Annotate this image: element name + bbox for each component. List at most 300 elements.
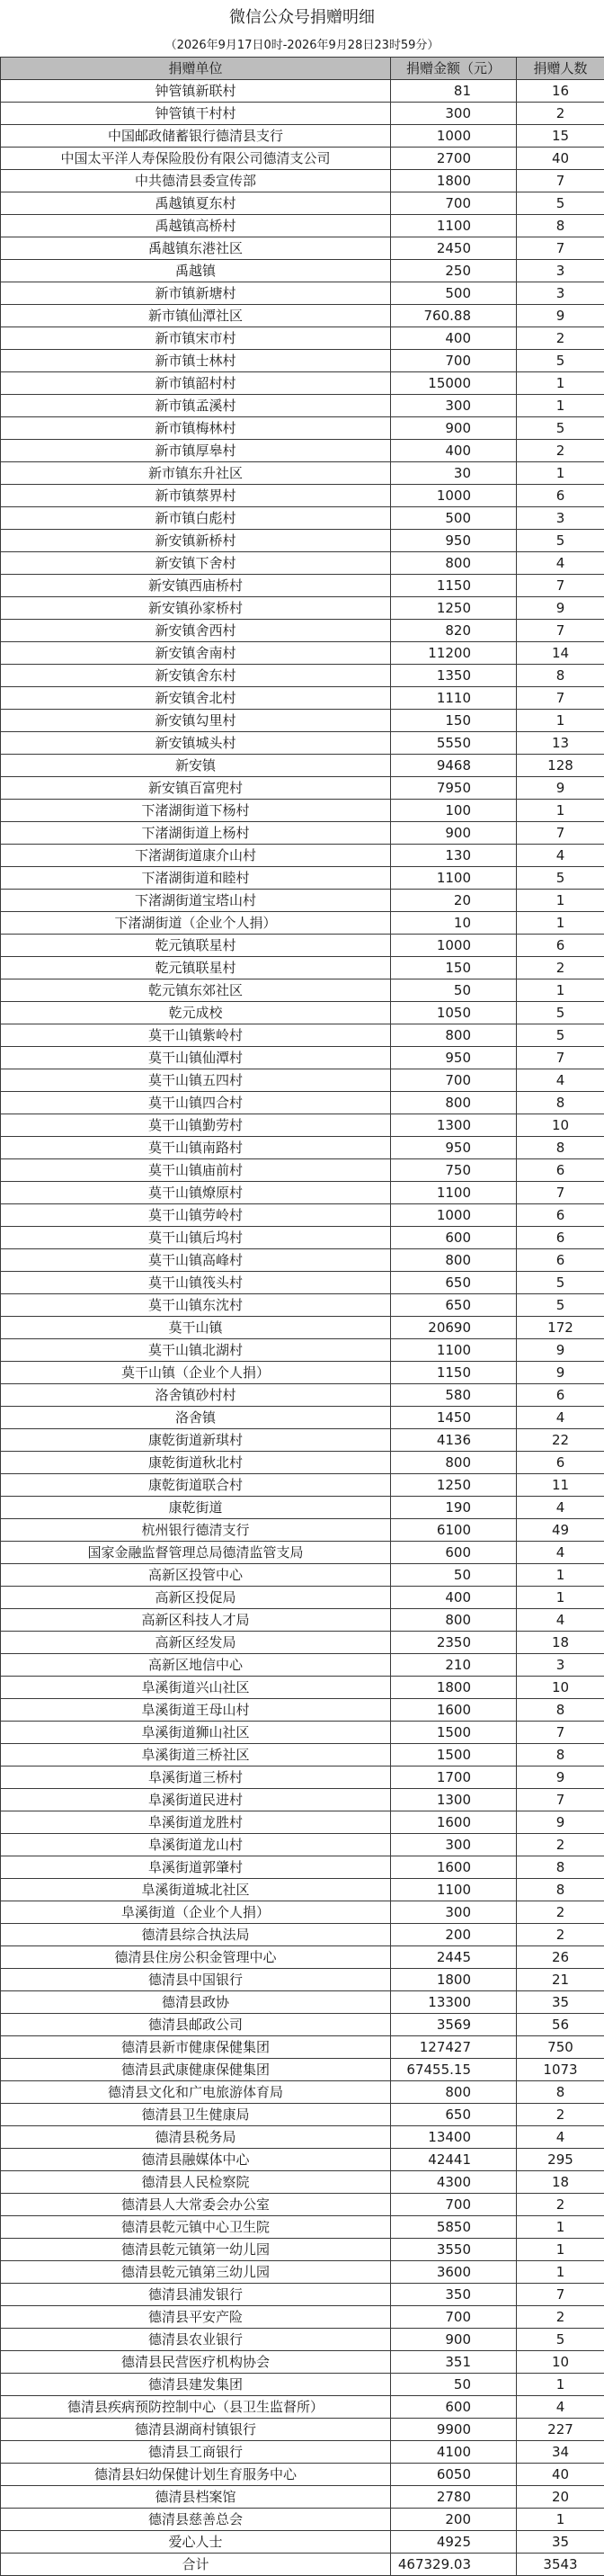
table-row (1, 1924, 604, 1946)
donor-cell: 德清县档案馆 (1, 2486, 391, 2509)
count-cell: 1 (517, 2261, 604, 2284)
count-cell: 4 (517, 1542, 604, 1564)
donor-cell: 康乾街道 (1, 1497, 391, 1519)
table-row (1, 282, 604, 305)
amount-cell: 300 (391, 395, 517, 417)
table-row (1, 2374, 604, 2396)
donor-cell: 新市镇仙潭社区 (1, 305, 391, 327)
donor-cell: 新市镇厚皋村 (1, 440, 391, 462)
amount-cell: 800 (391, 2081, 517, 2104)
table-row (1, 2284, 604, 2306)
header-row (1, 58, 604, 80)
table-row (1, 665, 604, 687)
donor-cell: 新市镇梅林村 (1, 417, 391, 440)
amount-cell: 1300 (391, 1789, 517, 1811)
amount-cell: 1250 (391, 1474, 517, 1497)
table-row (1, 2261, 604, 2284)
table-row (1, 642, 604, 665)
table-row (1, 2081, 604, 2104)
amount-cell: 700 (391, 2194, 517, 2216)
donor-cell: 新安镇 (1, 755, 391, 777)
amount-cell: 1800 (391, 170, 517, 192)
count-cell: 227 (517, 2419, 604, 2441)
amount-cell: 4925 (391, 2531, 517, 2554)
count-cell: 3 (517, 282, 604, 305)
count-cell: 8 (517, 1856, 604, 1879)
amount-cell: 4300 (391, 2171, 517, 2194)
count-cell: 7 (517, 1182, 604, 1204)
donor-cell: 阜溪街道三桥社区 (1, 1744, 391, 1767)
amount-cell: 6050 (391, 2464, 517, 2486)
amount-cell: 350 (391, 2284, 517, 2306)
table-row (1, 1452, 604, 1474)
donor-cell: 阜溪街道民进村 (1, 1789, 391, 1811)
amount-cell: 150 (391, 710, 517, 732)
amount-cell: 400 (391, 1587, 517, 1609)
donor-cell: 禹越镇高桥村 (1, 215, 391, 237)
donation-table (0, 57, 604, 2576)
count-cell: 8 (517, 1879, 604, 1901)
donor-cell: 新市镇东升社区 (1, 462, 391, 485)
amount-cell: 1100 (391, 1182, 517, 1204)
donor-cell: 德清县人民检察院 (1, 2171, 391, 2194)
table-row (1, 1767, 604, 1789)
amount-cell: 600 (391, 2396, 517, 2419)
amount-cell: 200 (391, 1924, 517, 1946)
header-count: 捐赠人数 (517, 58, 604, 80)
header-donor: 捐赠单位 (1, 58, 391, 80)
amount-cell: 4100 (391, 2441, 517, 2464)
donor-cell: 德清县中国银行 (1, 1969, 391, 1991)
count-cell: 4 (517, 2396, 604, 2419)
amount-cell: 800 (391, 1609, 517, 1632)
amount-cell: 3600 (391, 2261, 517, 2284)
table-row (1, 1024, 604, 1047)
donor-cell: 新市镇士林村 (1, 350, 391, 372)
donor-cell: 新市镇新塘村 (1, 282, 391, 305)
donor-cell: 洛舍镇砂村村 (1, 1384, 391, 1407)
amount-cell: 1600 (391, 1699, 517, 1722)
donor-cell: 德清县慈善总会 (1, 2509, 391, 2531)
page-subtitle: （2026年9月17日0时-2026年9月28日23时59分） (0, 35, 604, 57)
table-row (1, 2441, 604, 2464)
count-cell: 2 (517, 440, 604, 462)
table-row (1, 845, 604, 867)
amount-cell: 351 (391, 2351, 517, 2374)
table-row (1, 1294, 604, 1317)
donor-cell: 德清县平安产险 (1, 2306, 391, 2329)
table-row (1, 2059, 604, 2081)
count-cell: 7 (517, 237, 604, 260)
count-cell: 4 (517, 552, 604, 575)
count-cell: 6 (517, 935, 604, 957)
count-cell: 8 (517, 1092, 604, 1114)
donor-cell: 新安镇孙家桥村 (1, 597, 391, 620)
table-row (1, 1272, 604, 1294)
amount-cell: 900 (391, 2329, 517, 2351)
count-cell: 56 (517, 2014, 604, 2036)
table-row (1, 350, 604, 372)
table-row (1, 462, 604, 485)
count-cell: 1073 (517, 2059, 604, 2081)
amount-cell: 3550 (391, 2239, 517, 2261)
donor-cell: 中国太平洋人寿保险股份有限公司德清支公司 (1, 148, 391, 170)
amount-cell: 1150 (391, 575, 517, 597)
amount-cell: 127427 (391, 2036, 517, 2059)
count-cell: 1 (517, 1564, 604, 1587)
donor-cell: 新安镇舍南村 (1, 642, 391, 665)
amount-cell: 1100 (391, 1879, 517, 1901)
donor-cell: 德清县武康健康保健集团 (1, 2059, 391, 2081)
amount-cell: 130 (391, 845, 517, 867)
amount-cell: 6100 (391, 1519, 517, 1542)
amount-cell: 1250 (391, 597, 517, 620)
donor-cell: 中共德清县委宣传部 (1, 170, 391, 192)
donor-cell: 德清县卫生健康局 (1, 2104, 391, 2126)
amount-cell: 1600 (391, 1856, 517, 1879)
amount-cell: 1100 (391, 1339, 517, 1362)
amount-cell: 1600 (391, 1811, 517, 1834)
table-body (1, 80, 604, 2554)
donor-cell: 新市镇蔡界村 (1, 485, 391, 507)
donor-cell: 莫干山镇高峰村 (1, 1249, 391, 1272)
count-cell: 1 (517, 372, 604, 395)
table-row (1, 148, 604, 170)
donor-cell: 莫干山镇紫岭村 (1, 1024, 391, 1047)
amount-cell: 210 (391, 1654, 517, 1677)
table-row (1, 1204, 604, 1227)
table-row (1, 103, 604, 125)
donor-cell: 阜溪街道狮山社区 (1, 1722, 391, 1744)
donor-cell: 新市镇白彪村 (1, 507, 391, 530)
donor-cell: 莫干山镇 (1, 1317, 391, 1339)
amount-cell: 5850 (391, 2216, 517, 2239)
count-cell: 1 (517, 710, 604, 732)
table-row (1, 1699, 604, 1722)
total-row (1, 2554, 604, 2576)
table-row (1, 1497, 604, 1519)
donor-cell: 阜溪街道龙山村 (1, 1834, 391, 1856)
count-cell: 6 (517, 1204, 604, 1227)
count-cell: 2 (517, 2104, 604, 2126)
count-cell: 9 (517, 1362, 604, 1384)
donor-cell: 下渚湖街道康介山村 (1, 845, 391, 867)
amount-cell: 1150 (391, 1362, 517, 1384)
donor-cell: 德清县工商银行 (1, 2441, 391, 2464)
donor-cell: 德清县妇幼保健计划生育服务中心 (1, 2464, 391, 2486)
amount-cell: 1500 (391, 1722, 517, 1744)
count-cell: 9 (517, 1339, 604, 1362)
amount-cell: 800 (391, 1092, 517, 1114)
amount-cell: 500 (391, 507, 517, 530)
table-row (1, 1856, 604, 1879)
donor-cell: 阜溪街道兴山社区 (1, 1677, 391, 1699)
donor-cell: 德清县邮政公司 (1, 2014, 391, 2036)
count-cell: 40 (517, 2464, 604, 2486)
donor-cell: 新安镇新桥村 (1, 530, 391, 552)
table-row (1, 710, 604, 732)
donor-cell: 下渚湖街道下杨村 (1, 800, 391, 822)
count-cell: 128 (517, 755, 604, 777)
table-row (1, 732, 604, 755)
amount-cell: 700 (391, 192, 517, 215)
count-cell: 7 (517, 575, 604, 597)
donor-cell: 新安镇城头村 (1, 732, 391, 755)
table-row (1, 777, 604, 800)
table-row (1, 1991, 604, 2014)
amount-cell: 650 (391, 1294, 517, 1317)
amount-cell: 700 (391, 2306, 517, 2329)
amount-cell: 10 (391, 912, 517, 935)
count-cell: 10 (517, 2351, 604, 2374)
amount-cell: 1500 (391, 1744, 517, 1767)
count-cell: 750 (517, 2036, 604, 2059)
table-row (1, 1182, 604, 1204)
amount-cell: 1800 (391, 1677, 517, 1699)
total-label: 合计 (1, 2554, 391, 2576)
amount-cell: 950 (391, 1047, 517, 1069)
count-cell: 9 (517, 777, 604, 800)
donor-cell: 莫干山镇庙前村 (1, 1159, 391, 1182)
donor-cell: 康乾街道联合村 (1, 1474, 391, 1497)
amount-cell: 2450 (391, 237, 517, 260)
count-cell: 4 (517, 845, 604, 867)
count-cell: 13 (517, 732, 604, 755)
donor-cell: 高新区投促局 (1, 1587, 391, 1609)
donor-cell: 高新区科技人才局 (1, 1609, 391, 1632)
donor-cell: 德清县政协 (1, 1991, 391, 2014)
amount-cell: 750 (391, 1159, 517, 1182)
amount-cell: 190 (391, 1497, 517, 1519)
table-row (1, 1587, 604, 1609)
donor-cell: 莫干山镇南路村 (1, 1137, 391, 1159)
donor-cell: 下渚湖街道宝塔山村 (1, 890, 391, 912)
donor-cell: 康乾街道新琪村 (1, 1429, 391, 1452)
amount-cell: 1000 (391, 1204, 517, 1227)
amount-cell: 1110 (391, 687, 517, 710)
donor-cell: 德清县新市健康保健集团 (1, 2036, 391, 2059)
amount-cell: 4136 (391, 1429, 517, 1452)
donor-cell: 莫干山镇后坞村 (1, 1227, 391, 1249)
donor-cell: 新市镇韶村村 (1, 372, 391, 395)
count-cell: 6 (517, 1159, 604, 1182)
count-cell: 5 (517, 417, 604, 440)
count-cell: 16 (517, 80, 604, 103)
donor-cell: 德清县文化和广电旅游体育局 (1, 2081, 391, 2104)
table-row (1, 1047, 604, 1069)
amount-cell: 500 (391, 282, 517, 305)
donor-cell: 爱心人士 (1, 2531, 391, 2554)
table-row (1, 1429, 604, 1452)
donor-cell: 乾元成校 (1, 1002, 391, 1024)
amount-cell: 100 (391, 800, 517, 822)
amount-cell: 400 (391, 327, 517, 350)
table-row (1, 1137, 604, 1159)
count-cell: 4 (517, 1609, 604, 1632)
donor-cell: 莫干山镇筏头村 (1, 1272, 391, 1294)
table-row (1, 575, 604, 597)
count-cell: 34 (517, 2441, 604, 2464)
count-cell: 7 (517, 822, 604, 845)
table-row (1, 2419, 604, 2441)
table-row (1, 507, 604, 530)
donor-cell: 国家金融监督管理总局德清监管支局 (1, 1542, 391, 1564)
donor-cell: 新安镇舍东村 (1, 665, 391, 687)
donor-cell: 阜溪街道郭肇村 (1, 1856, 391, 1879)
table-row (1, 305, 604, 327)
table-row (1, 2216, 604, 2239)
amount-cell: 800 (391, 1249, 517, 1272)
donor-cell: 德清县税务局 (1, 2126, 391, 2149)
amount-cell: 700 (391, 350, 517, 372)
amount-cell: 700 (391, 1069, 517, 1092)
donor-cell: 下渚湖街道上杨村 (1, 822, 391, 845)
table-row (1, 867, 604, 890)
table-row (1, 1159, 604, 1182)
count-cell: 5 (517, 2329, 604, 2351)
amount-cell: 42441 (391, 2149, 517, 2171)
count-cell: 8 (517, 1744, 604, 1767)
count-cell: 3 (517, 260, 604, 282)
count-cell: 3 (517, 507, 604, 530)
table-row (1, 485, 604, 507)
donor-cell: 禹越镇东港社区 (1, 237, 391, 260)
count-cell: 5 (517, 867, 604, 890)
donor-cell: 莫干山镇五四村 (1, 1069, 391, 1092)
table-row (1, 1002, 604, 1024)
donor-cell: 钟管镇干村村 (1, 103, 391, 125)
table-row (1, 1722, 604, 1744)
donor-cell: 德清县乾元镇中心卫生院 (1, 2216, 391, 2239)
count-cell: 35 (517, 1991, 604, 2014)
amount-cell: 250 (391, 260, 517, 282)
amount-cell: 2445 (391, 1946, 517, 1969)
count-cell: 1 (517, 800, 604, 822)
count-cell: 2 (517, 2194, 604, 2216)
table-row (1, 1677, 604, 1699)
table-row (1, 2104, 604, 2126)
count-cell: 22 (517, 1429, 604, 1452)
donor-cell: 新安镇下舍村 (1, 552, 391, 575)
count-cell: 2 (517, 2306, 604, 2329)
count-cell: 6 (517, 1227, 604, 1249)
amount-cell: 11200 (391, 642, 517, 665)
table-row (1, 440, 604, 462)
table-row (1, 260, 604, 282)
count-cell: 2 (517, 103, 604, 125)
table-row (1, 2531, 604, 2554)
table-row (1, 1564, 604, 1587)
amount-cell: 600 (391, 1542, 517, 1564)
donor-cell: 德清县乾元镇第三幼儿园 (1, 2261, 391, 2284)
count-cell: 6 (517, 1249, 604, 1272)
total-count: 3543 (517, 2554, 604, 2576)
amount-cell: 1000 (391, 935, 517, 957)
donor-cell: 德清县浦发银行 (1, 2284, 391, 2306)
amount-cell: 9468 (391, 755, 517, 777)
count-cell: 295 (517, 2149, 604, 2171)
count-cell: 10 (517, 1114, 604, 1137)
donor-cell: 莫干山镇仙潭村 (1, 1047, 391, 1069)
table-row (1, 395, 604, 417)
amount-cell: 20 (391, 890, 517, 912)
table-row (1, 935, 604, 957)
count-cell: 18 (517, 1632, 604, 1654)
amount-cell: 900 (391, 417, 517, 440)
table-row (1, 2149, 604, 2171)
donor-cell: 禹越镇夏东村 (1, 192, 391, 215)
table-row (1, 1227, 604, 1249)
amount-cell: 2700 (391, 148, 517, 170)
amount-cell: 5550 (391, 732, 517, 755)
count-cell: 26 (517, 1946, 604, 1969)
amount-cell: 30 (391, 462, 517, 485)
table-row (1, 687, 604, 710)
donor-cell: 下渚湖街道（企业个人捐） (1, 912, 391, 935)
donor-cell: 新市镇宋市村 (1, 327, 391, 350)
count-cell: 9 (517, 305, 604, 327)
table-row (1, 2396, 604, 2419)
amount-cell: 600 (391, 1227, 517, 1249)
table-row (1, 2239, 604, 2261)
amount-cell: 1100 (391, 867, 517, 890)
count-cell: 4 (517, 1069, 604, 1092)
donor-cell: 莫干山镇（企业个人捐） (1, 1362, 391, 1384)
table-row (1, 2194, 604, 2216)
count-cell: 4 (517, 1407, 604, 1429)
donor-cell: 莫干山镇东沈村 (1, 1294, 391, 1317)
table-row (1, 237, 604, 260)
donor-cell: 德清县疾病预防控制中心（县卫生监督所） (1, 2396, 391, 2419)
count-cell: 5 (517, 1002, 604, 1024)
table-row (1, 1407, 604, 1429)
table-row (1, 2014, 604, 2036)
count-cell: 49 (517, 1519, 604, 1542)
donor-cell: 德清县民营医疗机构协会 (1, 2351, 391, 2374)
count-cell: 5 (517, 1024, 604, 1047)
count-cell: 5 (517, 192, 604, 215)
amount-cell: 650 (391, 1272, 517, 1294)
donor-cell: 乾元镇联星村 (1, 935, 391, 957)
donor-cell: 新市镇孟溪村 (1, 395, 391, 417)
donor-cell: 新安镇舍西村 (1, 620, 391, 642)
donor-cell: 新安镇舍北村 (1, 687, 391, 710)
table-row (1, 755, 604, 777)
count-cell: 5 (517, 350, 604, 372)
donor-cell: 乾元镇东郊社区 (1, 979, 391, 1002)
donor-cell: 下渚湖街道和睦村 (1, 867, 391, 890)
table-row (1, 1474, 604, 1497)
count-cell: 6 (517, 1384, 604, 1407)
donor-cell: 德清县农业银行 (1, 2329, 391, 2351)
amount-cell: 300 (391, 1834, 517, 1856)
count-cell: 7 (517, 1722, 604, 1744)
count-cell: 8 (517, 1137, 604, 1159)
amount-cell: 7950 (391, 777, 517, 800)
amount-cell: 1450 (391, 1407, 517, 1429)
total-amount: 467329.03 (391, 2554, 517, 2576)
amount-cell: 800 (391, 1452, 517, 1474)
count-cell: 3 (517, 1654, 604, 1677)
count-cell: 18 (517, 2171, 604, 2194)
amount-cell: 1000 (391, 125, 517, 148)
donor-cell: 高新区经发局 (1, 1632, 391, 1654)
donor-cell: 德清县综合执法局 (1, 1924, 391, 1946)
amount-cell: 15000 (391, 372, 517, 395)
table-row (1, 979, 604, 1002)
count-cell: 7 (517, 170, 604, 192)
amount-cell: 50 (391, 2374, 517, 2396)
